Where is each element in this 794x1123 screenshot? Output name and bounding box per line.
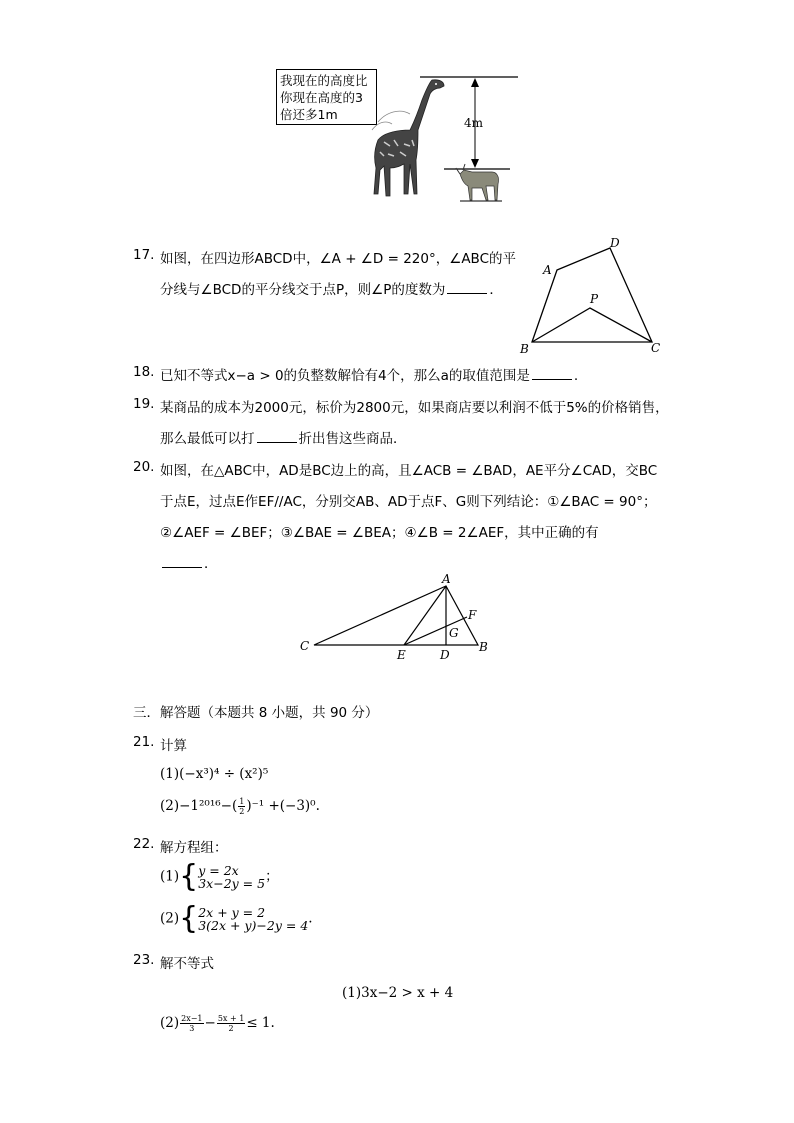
giraffe-deer-figure [360,60,530,210]
label-E: E [397,648,406,662]
label-P: P [590,292,599,306]
giraffe-icon [372,80,444,196]
q21-part1: (1)(−x³)⁴ ÷ (x²)⁵ [160,766,269,782]
fraction-denominator: 2 [239,807,245,816]
answer-blank [162,566,202,568]
q20-line4-wrap [160,552,218,572]
q21-number: 21. [133,734,155,750]
q22-part2-label: (2) [160,910,180,927]
label-B: B [479,640,488,654]
q19-line2-wrap [160,427,407,447]
q18-text: 已知不等式x−a > 0的负整数解恰有4个，那么a的取值范围是 [160,368,530,384]
q18-number: 18. [133,364,155,380]
label-D: D [610,236,620,250]
minus-sign: − [204,1015,216,1031]
q17-quadrilateral-figure [512,232,672,357]
q22-number: 22. [133,836,155,852]
speech-line: 倍还多1m [280,107,338,122]
q22-title: 解方程组： [160,840,228,856]
measure-label: 4m [464,116,484,130]
fraction-numerator: 1 [239,797,245,806]
arrow-head-bottom [471,159,479,168]
label-A: A [543,263,552,277]
q20-number: 20. [133,459,155,475]
answer-blank [447,292,487,294]
q17-line1: 如图，在四边形ABCD中，∠A + ∠D = 220°，∠ABC的平 [160,251,517,267]
q21-part2 [160,797,320,816]
section-title: 三．解答题（本题共 8 小题，共 90 分） [133,705,379,721]
q22-part2-end: . [308,910,313,927]
equation-system [198,864,265,890]
q23-part1: (1)3x−2 > x + 4 [342,985,454,1001]
equation: 3(2x + y)−2y = 4 [198,918,309,933]
q22-part1 [160,859,279,894]
brace-icon: { [179,901,199,936]
equation: 2x + y = 2 [198,905,266,920]
q18-wrap [160,364,578,384]
q19-number: 19. [133,396,155,412]
q22-part1-label: (1) [160,868,180,885]
label-D: D [440,648,450,662]
q23-part2-end: ≤ 1. [246,1015,275,1031]
fraction-denominator: 3 [189,1024,195,1033]
q19-line2-b: 折出售这些商品． [298,431,407,447]
q21-part2-a: (2)−1²⁰¹⁶−( [160,798,238,814]
q21-part2-b: )⁻¹ +(−3)⁰. [246,798,320,814]
equation: 3x−2y = 5 [198,876,266,891]
label-G: G [449,626,459,640]
q17-number: 17. [133,247,155,263]
answer-blank [257,441,297,443]
q17-line2-wrap [160,278,503,298]
q20-line2: 于点E，过点E作EF//AC，分别交AB、AD于点F、G则下列结论：①∠BAC = 90°； [160,494,657,510]
speech-line: 你现在高度的3 [280,90,363,105]
equation-system [198,906,308,932]
q20-end: ． [204,556,218,572]
q22-part1-end: ； [265,868,279,885]
fraction [180,1014,203,1033]
label-B: B [520,342,529,356]
q23-part2 [160,1014,275,1033]
q17-line2: 分线与∠BCD的平分线交于点P，则∠P的度数为 [160,282,446,298]
fraction [217,1014,245,1033]
label-C: C [651,341,661,355]
q17-end: ． [489,282,503,298]
label-C: C [300,639,310,653]
q22-part2 [160,901,313,936]
q23-number: 23. [133,952,155,968]
q23-title: 解不等式 [160,956,214,972]
fraction-denominator: 2 [228,1024,234,1033]
label-F: F [468,608,477,622]
fraction-numerator: 2x−1 [181,1014,203,1023]
brace-icon: { [179,859,199,894]
speech-line: 我现在的高度比 [280,73,368,88]
arrow-head-top [471,78,479,87]
q20-line3: ②∠AEF = ∠BEF；③∠BAE = ∠BEA；④∠B = 2∠AEF，其中正确的有 [160,525,599,541]
q21-title: 计算 [160,738,187,754]
q19-line1: 某商品的成本为2000元，标价为2800元，如果商店要以利润不低于5%的价格销售， [160,400,669,416]
q20-triangle-figure [296,568,496,663]
equation: y = 2x [198,863,239,878]
fraction [238,797,245,816]
q19-line2-a: 那么最低可以打 [160,431,255,447]
fraction-numerator: 5x + 1 [217,1014,245,1023]
q18-end: . [573,368,579,384]
bisector-lines [532,308,652,342]
label-A: A [442,572,451,586]
q23-part2-label: (2) [160,1015,180,1031]
q20-line1: 如图，在△ABC中，AD是BC边上的高，且∠ACB = ∠BAD，AE平分∠CAD，交BC [160,463,658,479]
answer-blank [532,378,572,380]
